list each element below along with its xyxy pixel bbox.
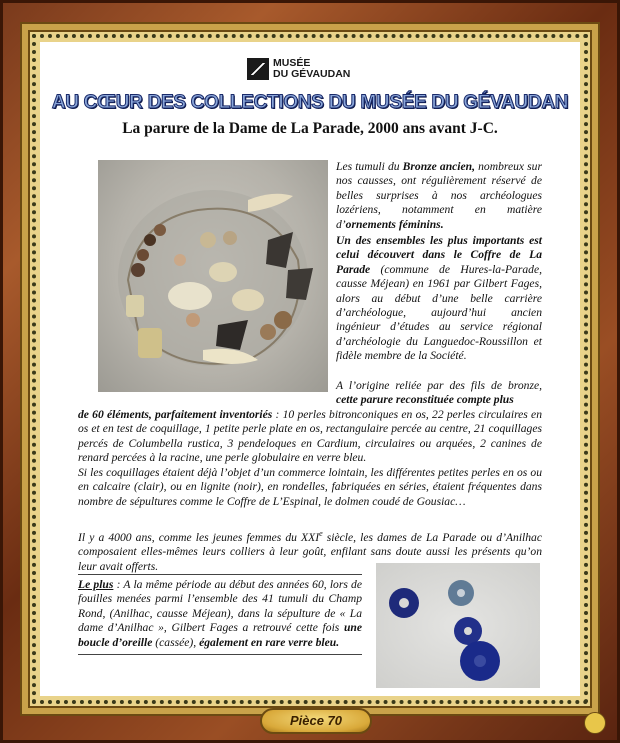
p3-bold: cette parure reconstituée compte plus bbox=[336, 393, 514, 407]
note-text: : A la même période au début des années 60, lors de fouilles menées parmi l’ensemble des 41 tumuli du Champ Rond, (Anilhac, causse Méjean), dans la sépulture de « La dame d’Anilhac », Gilbert Fages a retrouvé cette fois bbox=[78, 578, 362, 635]
paragraph-3 bbox=[336, 379, 542, 408]
logo-line2: DU GÉVAUDAN bbox=[273, 68, 351, 80]
p6-text: Il y a 4000 ans, comme les jeunes femmes du XXI bbox=[78, 530, 320, 544]
necklace-image bbox=[98, 160, 328, 392]
p6-superscript: e bbox=[319, 529, 323, 538]
p1-bold-2: ornements féminins. bbox=[345, 217, 444, 231]
paragraph-1 bbox=[336, 160, 542, 232]
p2-text: (commune de Hures-la-Parade, causse Méjean) en 1961 par Gilbert Fages, alors au début d’une belle carrière d’archéologue, aujourd’hui ancien ingénieur d’études au service régional d’archéologie du Languedoc-Roussillon et fidèle membre de la Société. bbox=[336, 262, 542, 363]
paragraph-4 bbox=[78, 408, 542, 466]
piece-number-plaque: Pièce 70 bbox=[260, 708, 372, 734]
p1-text: Les tumuli du bbox=[336, 160, 403, 173]
blue-beads-photo bbox=[376, 563, 540, 688]
p2-bold: Un des ensembles les plus importants est celui découvert dans le Coffre de La Parade bbox=[336, 234, 542, 276]
necklace-photo bbox=[98, 160, 328, 392]
subtitle: La parure de la Dame de La Parade, 2000 ans avant J-C. bbox=[122, 120, 498, 137]
museum-logo-icon bbox=[247, 58, 269, 80]
note-bold: une boucle d’oreille bbox=[78, 621, 362, 649]
p4-text: : 10 perles bitronconiques en os, 22 perles circulaires en os et en test de coquillage, 1 petite perle plate en os, rectangulaire percée au centre, 21 coquillages percés de Columbella rustica, 3 pendeloques en Cardium, circulaires ou arquées, 2 canines de renard percées à la racine, une perle globulaire en verre bleu. bbox=[78, 408, 542, 465]
author-signature bbox=[584, 712, 606, 734]
paragraph-2 bbox=[336, 234, 542, 364]
note-bold-2: également en rare verre bleu. bbox=[199, 635, 340, 649]
document-page bbox=[40, 42, 580, 696]
paragraph-5: Si les coquillages étaient déjà l’objet d’un commerce lointain, les différentes petites perles en os ou en calcaire (clair), ou en lignite (noir), en rondelles, fabriquées en séries, étaient fréquentes dans nombre de sépultures comme le Coffre de L’Espinal, le dolmen coudé de Gousiac… bbox=[78, 466, 542, 508]
p3-text: A l’origine reliée par des fils de bronze, bbox=[336, 379, 542, 392]
note-box bbox=[78, 574, 362, 655]
p1-bold: Bronze ancien, bbox=[402, 160, 476, 173]
p4-bold: de 60 éléments, parfaitement inventoriés bbox=[78, 408, 273, 421]
p6-text-2: siècle, les dames de La Parade ou d’Anilhac composaient elles-mêmes leurs colliers à leur goût, enfilant sans doute aussi les présents qu’on leur avait offerts. bbox=[78, 530, 542, 573]
note-lead: Le plus bbox=[78, 578, 114, 591]
p1-text-2: nombreux sur nos causses, ont régulièrement réservé de belles surprises à nos archéologues lozériens, notamment en matière d’ bbox=[336, 160, 542, 231]
banner-title: AU CŒUR DES COLLECTIONS DU MUSÉE DU GÉVAUDAN bbox=[51, 92, 569, 113]
note-text-2: (cassée), bbox=[152, 635, 200, 649]
blue-beads-image bbox=[376, 563, 540, 688]
museum-logo bbox=[247, 58, 350, 80]
logo-line1: MUSÉE bbox=[273, 57, 311, 69]
